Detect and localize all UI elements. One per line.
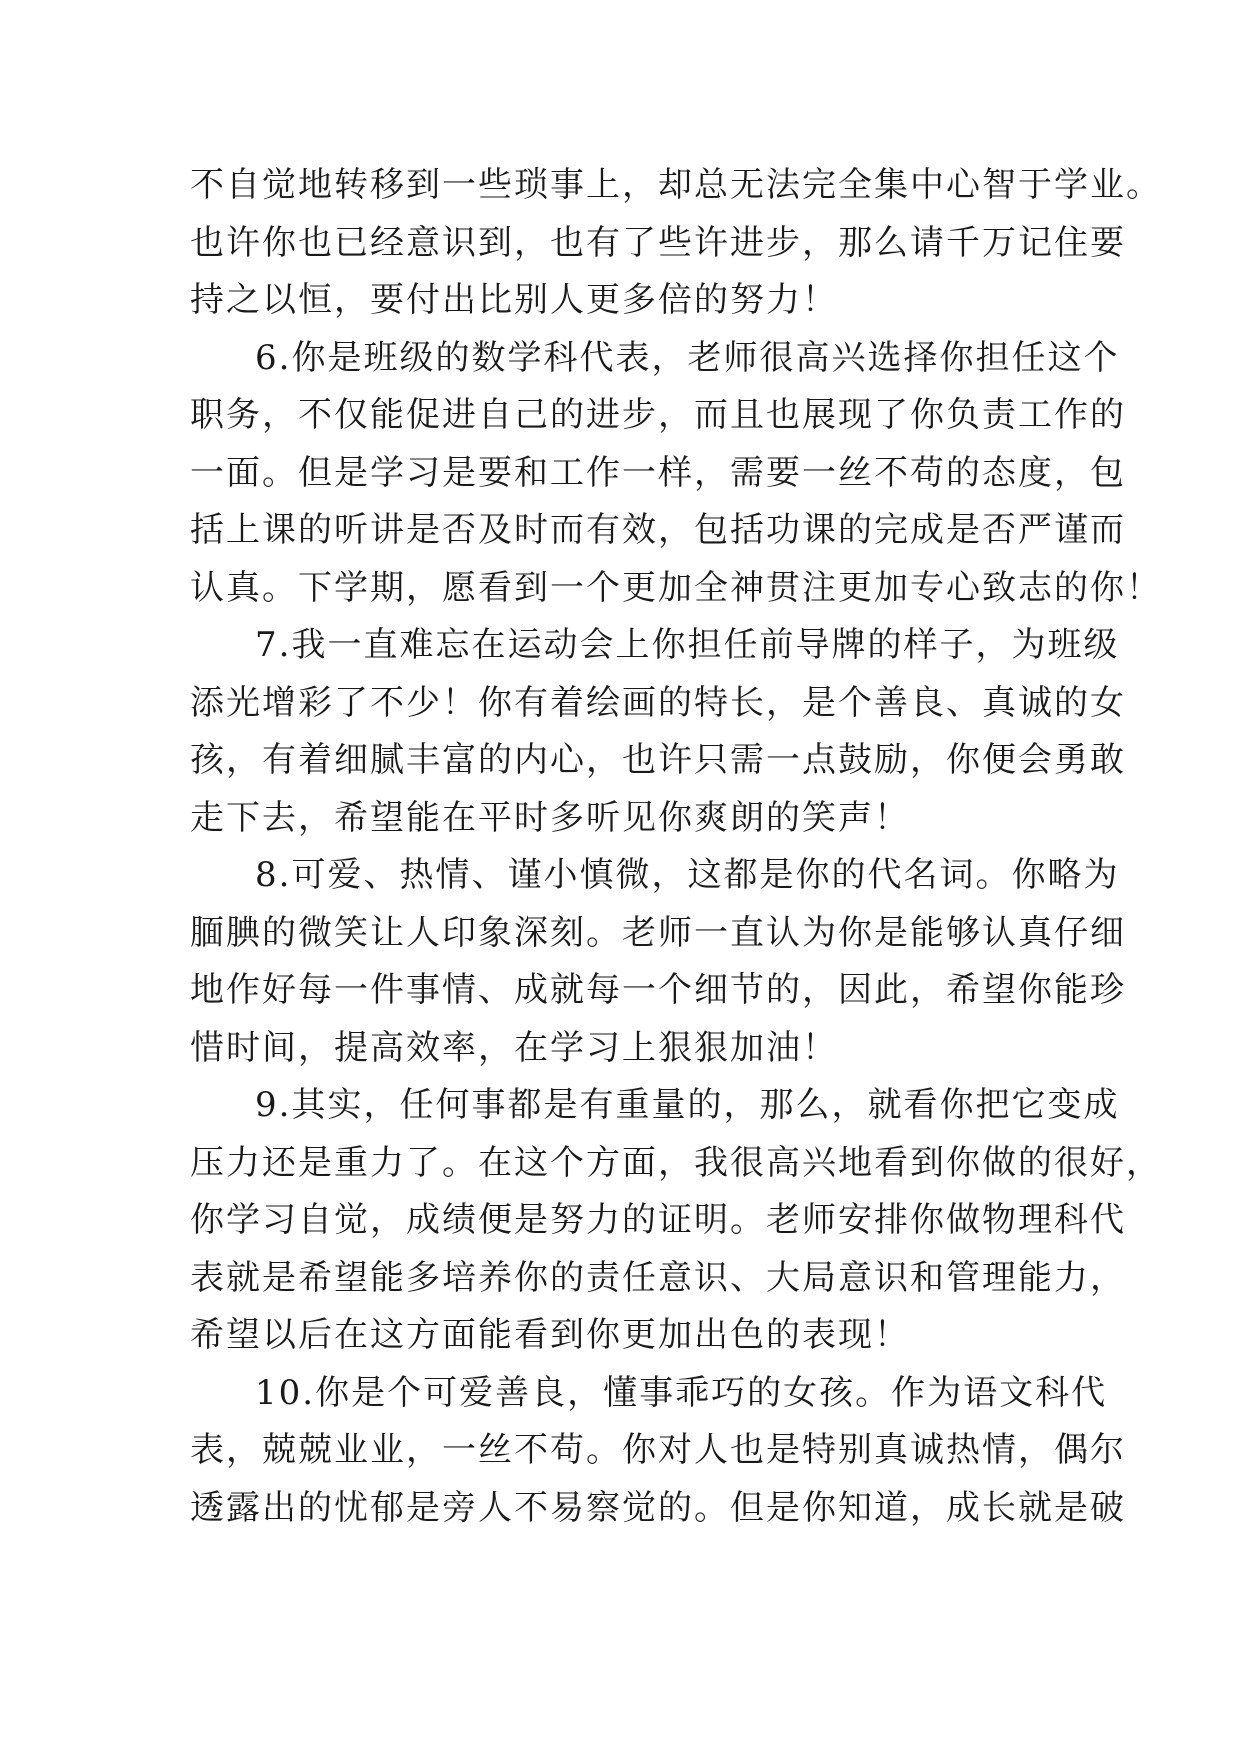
text-line: 腼腆的微笑让人印象深刻。老师一直认为你是能够认真仔细 [190, 912, 1126, 953]
text-line: 表就是希望能多培养你的责任意识、大局意识和管理能力， [190, 1257, 1126, 1298]
text-line: 认真。下学期，愿看到一个更加全神贯注更加专心致志的你！ [190, 567, 1162, 608]
text-line: 6.你是班级的数学科代表，老师很高兴选择你担任这个 [255, 337, 1120, 378]
text-line: 惜时间，提高效率，在学习上狠狠加油！ [190, 1027, 838, 1068]
text-line: 职务，不仅能促进自己的进步，而且也展现了你负责工作的 [190, 395, 1126, 435]
text-line: 你学习自觉，成绩便是努力的证明。老师安排你做物理科代 [190, 1200, 1126, 1240]
text-line: 9.其实，任何事都是有重量的，那么，就看你把它变成 [255, 1085, 1120, 1125]
text-line: 一面。但是学习是要和工作一样，需要一丝不苟的态度，包 [190, 452, 1126, 493]
text-line: 透露出的忧郁是旁人不易察觉的。但是你知道，成长就是破 [190, 1487, 1126, 1528]
text-line: 走下去，希望能在平时多听见你爽朗的笑声！ [190, 797, 910, 838]
text-line: 7.我一直难忘在运动会上你担任前导牌的样子，为班级 [255, 625, 1120, 665]
text-line: 8.可爱、热情、谨小慎微，这都是你的代名词。你略为 [255, 855, 1120, 895]
body-text [190, 157, 1162, 1537]
text-line: 也许你也已经意识到，也有了些许进步，那么请千万记住要 [190, 222, 1126, 263]
text-line: 表，兢兢业业，一丝不苟。你对人也是特别真诚热情，偶尔 [190, 1430, 1126, 1470]
text-line: 10.你是个可爱善良，懂事乖巧的女孩。作为语文科代 [255, 1372, 1108, 1413]
text-line: 孩，有着细腻丰富的内心，也许只需一点鼓励，你便会勇敢 [190, 740, 1126, 780]
text-line: 地作好每一件事情、成就每一个细节的，因此，希望你能珍 [190, 970, 1126, 1010]
text-line: 括上课的听讲是否及时而有效，包括功课的完成是否严谨而 [190, 510, 1126, 550]
text-line: 压力还是重力了。在这个方面，我很高兴地看到你做的很好， [190, 1142, 1162, 1183]
text-line: 持之以恒，要付出比别人更多倍的努力！ [190, 280, 838, 320]
text-line: 添光增彩了不少！你有着绘画的特长，是个善良、真诚的女 [190, 682, 1126, 723]
text-line: 不自觉地转移到一些琐事上，却总无法完全集中心智于学业。 [190, 165, 1162, 205]
text-line: 希望以后在这方面能看到你更加出色的表现！ [190, 1315, 910, 1355]
